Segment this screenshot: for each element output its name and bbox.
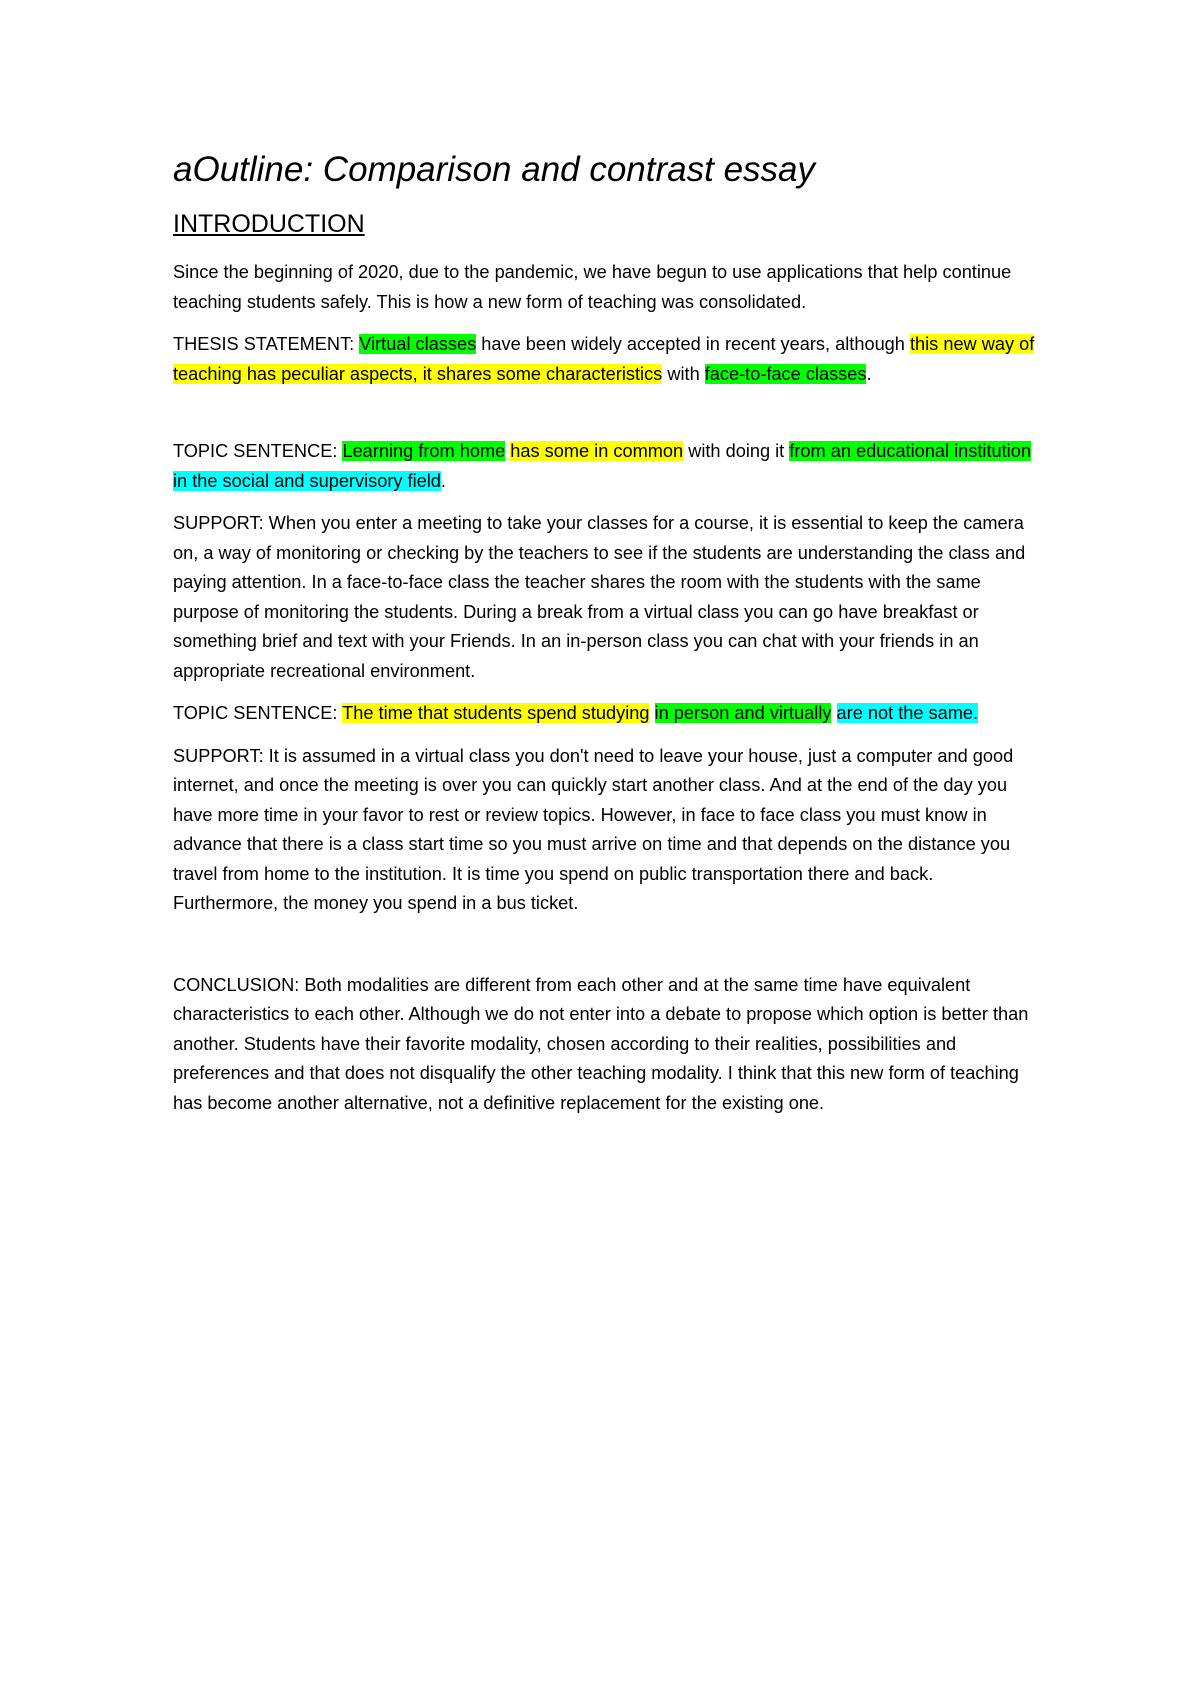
document-title: aOutline: Comparison and contrast essay: [173, 150, 815, 189]
conclusion-paragraph: CONCLUSION: Both modalities are different from each other and at the same time have equivalent characteristics to each other. Although we do not enter into a debate to propose which option is better than another. Students have their favorite modality, chosen according to their realities, possibilities and preferences and that does not disqualify the other teaching modality. I think that this new form of teaching has become another alternative, not a definitive replacement for the existing one.: [173, 974, 1029, 1113]
thesis-text: have been widely accepted in recent years, although: [476, 334, 910, 354]
document-body: [173, 148, 1043, 1131]
highlight-face-to-face-classes: face-to-face classes: [704, 363, 867, 384]
topic-label: TOPIC SENTENCE:: [173, 703, 343, 723]
highlight-time-spent-studying: The time that students spend studying: [342, 703, 650, 723]
highlight-virtual-classes: Virtual classes: [359, 334, 477, 354]
thesis-text: .: [866, 363, 872, 384]
highlight-social-supervisory-field: in the social and supervisory field: [173, 470, 441, 491]
thesis-text: with: [662, 363, 705, 384]
topic-label: TOPIC SENTENCE:: [173, 441, 343, 461]
topic-sentence-2: [173, 699, 1043, 729]
highlight-educational-institution: from an educational institution: [789, 441, 1031, 461]
highlight-in-person-and-virtually: in person and virtually: [654, 703, 832, 723]
topic-text: with doing it: [683, 441, 790, 461]
topic-text: [649, 703, 654, 723]
support-paragraph-2: SUPPORT: It is assumed in a virtual class you don't need to leave your house, just a computer and good internet, and once the meeting is over you can quickly start another class. And at the end of the day you have more time in your favor to rest or review topics. However, in face to face class you must know in advance that there is a class start time so you must arrive on time and that depends on the distance you travel from home to the institution. It is time you spend on public transportation there and back. Furthermore, the money you spend in a bus ticket.: [173, 745, 1014, 913]
introduction-heading: INTRODUCTION: [173, 210, 365, 238]
intro-paragraph: Since the beginning of 2020, due to the pandemic, we have begun to use applications that help continue teaching students safely. This is how a new form of teaching was consolidated.: [173, 262, 1012, 312]
support-paragraph-1: SUPPORT: When you enter a meeting to take your classes for a course, it is essential to keep the camera on, a way of monitoring or checking by the teachers to see if the students are understanding the class and paying attention. In a face-to-face class the teacher shares the room with the students with the same purpose of monitoring the students. During a break from a virtual class you can go have breakfast or something brief and text with your Friends. In an in-person class you can chat with your friends in an appropriate recreational environment.: [173, 513, 1026, 681]
topic-sentence-1: [173, 437, 1043, 496]
highlight-not-the-same: are not the same.: [836, 703, 979, 723]
highlight-has-some-in-common: has some in common: [510, 441, 684, 461]
highlight-learning-from-home: Learning from home: [342, 441, 506, 461]
topic-text: .: [440, 470, 446, 491]
topic-text: [831, 703, 836, 723]
thesis-statement: [173, 330, 1043, 389]
highlight-peculiar-aspects: this new way of teaching has peculiar aspects, it shares some characteristics: [173, 334, 1035, 384]
thesis-label: THESIS STATEMENT:: [173, 334, 360, 354]
